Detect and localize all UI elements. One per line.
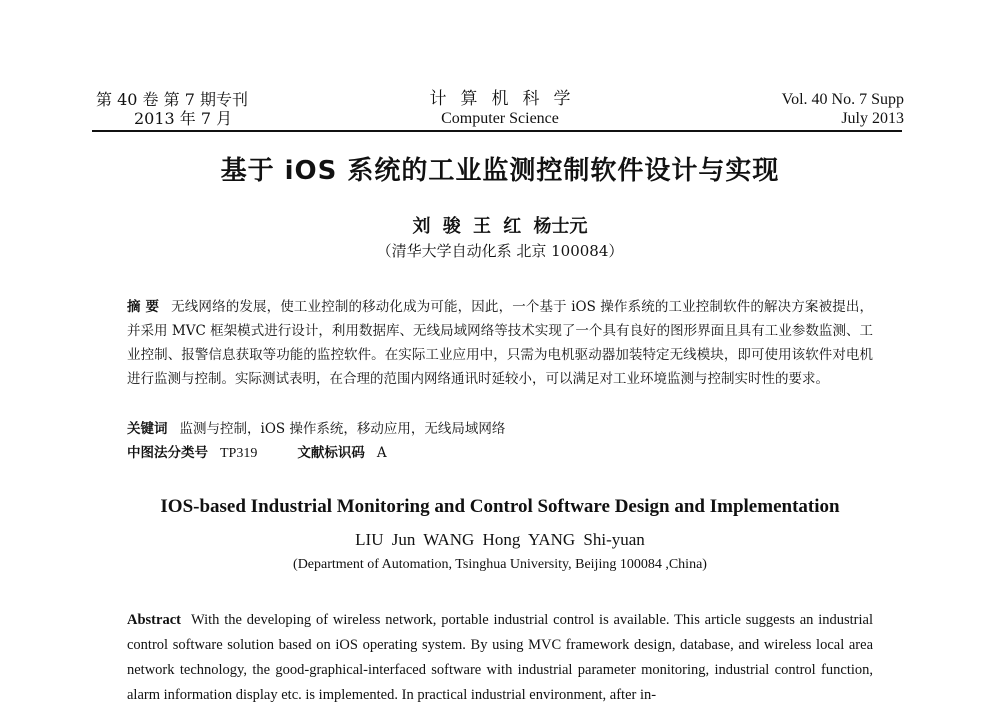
keywords-cn-text: 监测与控制，iOS 操作系统，移动应用，无线局域网络	[179, 421, 506, 437]
keywords-cn	[127, 417, 873, 441]
running-header	[96, 90, 904, 132]
header-date-cn: 2013 年 7 月	[134, 109, 233, 128]
abstract-en-label: Abstract	[127, 612, 181, 628]
paper-title-cn: 基于 iOS 系统的工业监测控制软件设计与实现	[220, 156, 780, 186]
affiliation-en: (Department of Automation, Tsinghua University, Beijing 100084 ,China)	[293, 557, 707, 572]
abstract-en	[127, 608, 873, 708]
abstract-cn-text: 无线网络的发展，使工业控制的移动化成为可能，因此，一个基于 iOS 操作系统的工业控制软件的解决方案被提出，并采用 MVC 框架模式进行设计，利用数据库、无线局域网络等技术实现了一个具有良好的图形界面且具有工业参数监测、工业控制、报警信息获取等功能的监控软件。在实际工业应用中，只需为电机驱动器加装特定无线模块，即可使用该软件对电机进行监测与控制。实际测试表明，在合理的范围内网络通讯时延较小，可以满足对工业环境监测与控制实时性的要求。	[127, 299, 874, 387]
clc-value: TP319	[220, 446, 258, 461]
journal-name-cn: 计算机科学	[429, 89, 585, 109]
paper-title-en: IOS-based Industrial Monitoring and Control Software Design and Implementation	[160, 496, 840, 517]
abstract-en-text: With the developing of wireless network, portable industrial control is available. This article suggests an industrial control software solution based on iOS operating system. By using MVC framework design, database, and wireless local area network technology, the good-graphical-interfaced software with industrial parameter monitoring, industrial control function, alarm information display etc. is implemented. In practical industrial environment, after in-	[127, 612, 873, 703]
doc-code-label: 文献标识码	[297, 445, 365, 461]
classification	[127, 441, 873, 466]
affiliation-cn: （清华大学自动化系 北京 100084）	[376, 242, 624, 260]
abstract-cn	[127, 295, 873, 391]
keywords-cn-label: 关键词	[127, 421, 168, 437]
doc-code-value: A	[376, 445, 387, 461]
header-volume-en: Vol. 40 No. 7 Supp	[781, 91, 904, 108]
journal-name-en: Computer Science	[441, 110, 559, 127]
abstract-cn-label: 摘 要	[127, 299, 160, 315]
header-rule	[92, 130, 902, 132]
header-volume-info-en	[782, 90, 904, 128]
header-date-en: July 2013	[841, 110, 904, 127]
authors-cn: 刘 骏 王 红 杨士元	[412, 216, 588, 237]
header-volume: 第 40 卷 第 7 期专刊	[96, 90, 248, 109]
clc-label: 中图法分类号	[127, 445, 208, 461]
authors-en: LIU Jun WANG Hong YANG Shi-yuan	[355, 530, 645, 549]
